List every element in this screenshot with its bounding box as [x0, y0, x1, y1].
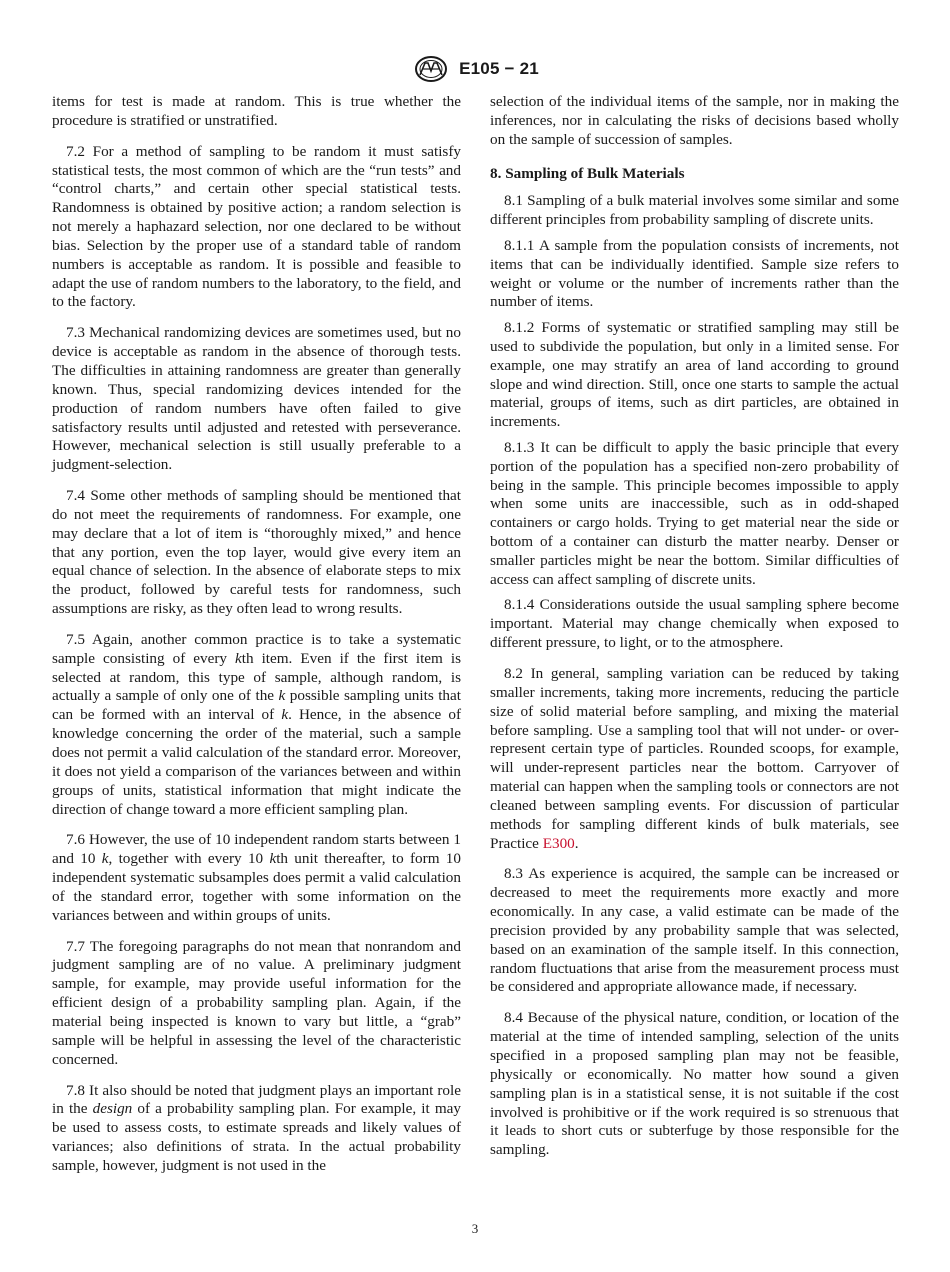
paragraph-7-1-continuation: items for test is made at random. This is true whether the procedure is stratified or unstratified.: [52, 93, 461, 129]
paragraph-7-4: 7.4 Some other methods of sampling should be mentioned that do not meet the requirements of randomness. For example, one may declare that a lot of item is “thoroughly mixed,” and hence that any portion, even the top layer, would give every item an equal chance of selection. In the absence of elaborate steps to mix the product, followed by careful tests for randomness, such assumptions are risky, as they often lead to wrong results.: [52, 487, 461, 618]
e300-link[interactable]: E300: [542, 834, 575, 852]
paragraph-7-8: 7.8 It also should be noted that judgment plays an important role in the design of a probability sampling plan. For example, it may be used to assess costs, to estimate spreads and likely values of variances; also definitions of strata. In the actual probability sample, however, judgment is not used in the: [52, 1081, 461, 1174]
paragraph-7-5: 7.5 Again, another common practice is to take a systematic sample consisting of every kth item. Even if the first item is selected at random, this type of sample, although random, is actually a sample of only one of the k possible sampling units that can be formed with an interval of k. Hence, in the absence of knowledge concerning the order of the material, such a sample does not permit a valid calculation of the standard error. Moreover, it does not yield a comparison of the variances between and within groups of units, statistical information that might indicate the direction of change toward a more efficient sampling plan.: [52, 630, 461, 818]
paragraph-8-1-3: 8.1.3 It can be difficult to apply the basic principle that every portion of the population has a specified non-zero probability of being in the sample. This principle becomes impossible to apply when some units are inaccessible, such as in odd-shaped containers or cargo holds. Trying to get material near the side or bottom of a container can disturb the matter nearby. Denser or smaller particles might be near the bottom. Similar difficulties of access can affect sampling of discrete units.: [490, 438, 899, 588]
paragraph-8-1-4: 8.1.4 Considerations outside the usual sampling sphere become important. Material may change chemically when exposed to different pressure, to light, or to the atmosphere.: [490, 596, 899, 652]
paragraph-8-1: 8.1 Sampling of a bulk material involves some similar and some different principles from probability sampling of discrete units.: [490, 192, 899, 229]
right-column: [490, 93, 899, 1167]
paragraph-8-1-1: 8.1.1 A sample from the population consists of increments, not items that can be individually identified. Sample size refers to weight or volume or the number of increments rather than the number of items.: [490, 236, 899, 311]
paragraph-7-3: 7.3 Mechanical randomizing devices are sometimes used, but no device is acceptable as random in the absence of thorough tests. The difficulties in attaining randomness are greater than generally known. Thus, special randomizing devices intended for the production of random numbers have often failed to give satisfactory results until adjusted and retested with perseverance. However, mechanical selection is still usually preferable to a judgment-selection.: [52, 324, 461, 474]
paragraph-8-1-2: 8.1.2 Forms of systematic or stratified sampling may still be used to subdivide the population, but only in a limited sense. For example, one may stratify an area of land according to ground slope and wind direction. Still, once one starts to sample the actual material, groups of items, such as dirt particles, are obtained in increments.: [490, 319, 899, 431]
paragraph-7-8-continuation: selection of the individual items of the sample, nor in making the inferences, nor in calculating the risks of decisions based wholly on the sample of succession of samples.: [490, 93, 899, 148]
page-number: 3: [471, 1221, 479, 1236]
left-column: [52, 93, 461, 1183]
page-header: [0, 56, 950, 82]
paragraph-7-2: 7.2 For a method of sampling to be random it must satisfy statistical tests, the most common of which are the “run tests” and “control charts,” and certain other special statistical tests. Randomness is obtained by positive action; a random selection is not merely a haphazard selection, nor one declared to be without bias. Selection by the proper use of a standard table of random numbers is acceptable as random. It is possible and feasible to adapt the use of random numbers to the laboratory, to the field, and to the factory.: [52, 142, 461, 311]
astm-logo-icon: [411, 55, 451, 83]
section-8-heading: 8. Sampling of Bulk Materials: [490, 164, 685, 182]
paragraph-8-4: 8.4 Because of the physical nature, condition, or location of the material at the time of intended sampling, selection of the units specified in a proposed sampling plan may not be feasible, physically or economically. No matter how sound a given sampling plan is in a statistical sense, it is not suitable if the cost involved is prohibitive or if the work required is so strenuous that it leads to short cuts or subterfuge by those responsible for the sampling.: [490, 1009, 899, 1159]
paragraph-8-2: 8.2 In general, sampling variation can be reduced by taking smaller increments, taking more increments, reducing the particle size of solid material before sampling, and mixing the material before sampling. Use a sampling tool that will not under- or over-represent certain type of particles. Rounded scoops, for example, will under-represent particles near the bottom. Carryover of material can happen when the sampling tools or connectors are not cleaned between sampling events. For discussion of particular methods for sampling different kinds of bulk materials, see Practice E300.: [490, 664, 899, 852]
document-id: E105 − 21: [459, 59, 539, 78]
paragraph-8-3: 8.3 As experience is acquired, the sample can be increased or decreased to meet the requirements more exactly and more economically. In any case, a valid estimate can be made of the precision provided by any probability sample that was selected, based on an examination of the sample itself. In this connection, random fluctuations that arise from the measurement process must be considered and appropriate allowance made, if necessary.: [490, 865, 899, 996]
paragraph-7-7: 7.7 The foregoing paragraphs do not mean that nonrandom and judgment sampling are of no value. A preliminary judgment sample, for example, may provide useful information for the efficient design of a probability sampling plan. Again, if the material being inspected is known to vary but little, a “grab” sample will be helpful in assessing the level of the characteristic concerned.: [52, 937, 461, 1068]
paragraph-7-6: 7.6 However, the use of 10 independent random starts between 1 and 10 k, together with every 10 kth unit thereafter, to form 10 independent systematic subsamples does permit a valid calculation of the standard error, together with some information on the variances between and within groups of units.: [52, 831, 461, 924]
